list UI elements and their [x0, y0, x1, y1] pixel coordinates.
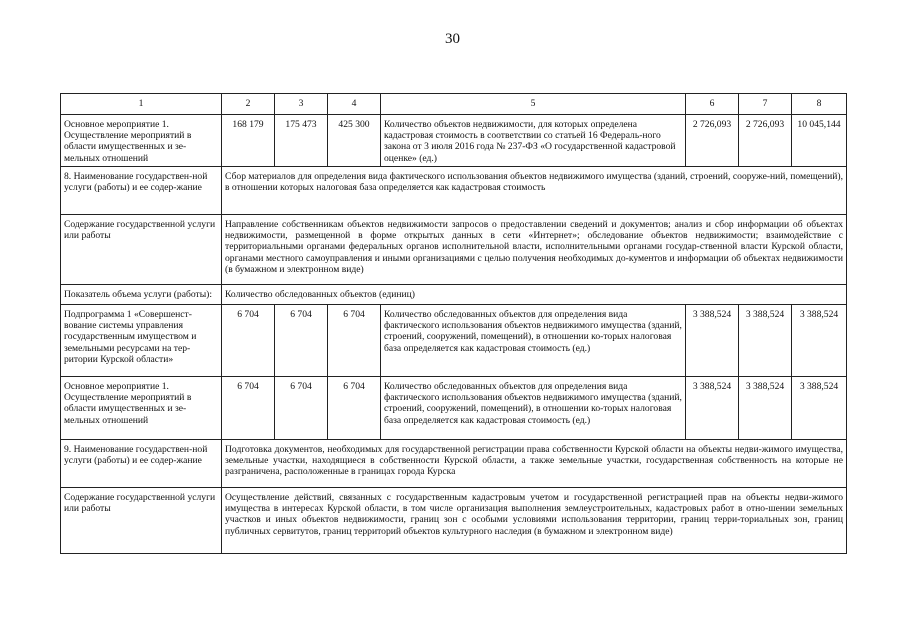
table-row: [61, 215, 847, 285]
program-table: [60, 93, 847, 554]
header-cell-3: 3: [275, 94, 328, 115]
value-cell: 10 045,144: [792, 115, 847, 167]
value-cell: 6 704: [222, 377, 275, 440]
table-row: [61, 377, 847, 440]
value-cell: 6 704: [328, 305, 381, 377]
table-row: [61, 115, 847, 167]
row-label: Показатель объема услуги (работы):: [61, 285, 222, 305]
value-cell: 3 388,524: [686, 377, 739, 440]
row-label: Содержание государственной услуги или работы: [61, 488, 222, 554]
header-cell-5: 5: [381, 94, 686, 115]
value-cell: 168 179: [222, 115, 275, 167]
value-cell: 6 704: [222, 305, 275, 377]
row-label: Содержание государственной услуги или работы: [61, 215, 222, 285]
indicator-cell: Количество обследованных объектов для определения вида фактического использования объектов недвижимого имущества (зданий, строений, сооружений, помещений), в отношении ко-торых налоговая база определяется как кадастровая стоимость (ед.): [381, 305, 686, 377]
section-content: Осуществление действий, связанных с государственным кадастровым учетом и государственной регистрацией прав на объекты недви-жимого имущества в интересах Курской области, в том числе организация выполнения землеустроительных, кадастровых работ в отно-шении земельных участков и иных объектов недвижимости, границ зон с особыми условиями использования территории, границ терри-ториальных зон, границ публичных сервитутов, границ территорий объектов культурного наследия (в бумажном и электронном виде): [222, 488, 847, 554]
value-cell: 425 300: [328, 115, 381, 167]
value-cell: 3 388,524: [739, 377, 792, 440]
table-row: [61, 167, 847, 215]
section-content: Сбор материалов для определения вида фактического использования объектов недвижимого имущества (зданий, строений, сооруже-ний, помещений), в отношении которых налоговая база определяется как кадастровая стоимость: [222, 167, 847, 215]
page-number: 30: [445, 31, 460, 47]
table-row: [61, 285, 847, 305]
row-label: Основное мероприятие 1. Осуществление мероприятий в области имущественных и зе-мельных отношений: [61, 115, 222, 167]
indicator-cell: Количество объектов недвижимости, для которых определена кадастровая стоимость в соответствии со статьей 16 Федераль-ного закона от 3 июля 2016 года № 237-ФЗ «О государственной кадастровой оценке» (ед.): [381, 115, 686, 167]
header-cell-4: 4: [328, 94, 381, 115]
value-cell: 2 726,093: [686, 115, 739, 167]
section-content: Подготовка документов, необходимых для государственной регистрации права собственности Курской области на объекты недви-жимого имущества, земельные участки, находящиеся в собственности Курской области, а также земельные участки, государственная собственность на которые не разграничена, расположенные в границах города Курска: [222, 440, 847, 488]
row-label: 8. Наименование государствен-ной услуги (работы) и ее содер-жание: [61, 167, 222, 215]
table-row: [61, 488, 847, 554]
header-cell-6: 6: [686, 94, 739, 115]
table-row: [61, 440, 847, 488]
header-cell-1: 1: [61, 94, 222, 115]
value-cell: 3 388,524: [792, 377, 847, 440]
header-cell-7: 7: [739, 94, 792, 115]
value-cell: 3 388,524: [792, 305, 847, 377]
value-cell: 3 388,524: [739, 305, 792, 377]
value-cell: 6 704: [275, 305, 328, 377]
indicator-cell: Количество обследованных объектов для определения вида фактического использования объектов недвижимого имущества (зданий, строений, сооружений, помещений), в отношении ко-торых налоговая база определяется как кадастровая стоимость (ед.): [381, 377, 686, 440]
value-cell: 175 473: [275, 115, 328, 167]
section-content: Количество обследованных объектов (единиц): [222, 285, 847, 305]
row-label: 9. Наименование государствен-ной услуги (работы) и ее содер-жание: [61, 440, 222, 488]
header-cell-8: 8: [792, 94, 847, 115]
header-cell-2: 2: [222, 94, 275, 115]
header-row: [61, 94, 847, 115]
value-cell: 3 388,524: [686, 305, 739, 377]
section-content: Направление собственникам объектов недвижимости запросов о предоставлении сведений и документов; анализ и сбор информации об объектах недвижимости, размещенной в форме открытых данных в сети «Интернет»; обследование объектов недвижимости; взаимодействие с территориальными органами федеральных органов исполнительной власти, исполнительными органами государ-ственной власти Курской области, органами местного самоуправления и иными организациями с целью получения необходимых до-кументов и информации об объектах недвижимости (в бумажном и электронном виде): [222, 215, 847, 285]
row-label: Подпрограмма 1 «Совершенст-вование системы управления государственным имуществом и земельными ресурсами на тер-ритории Курской области»: [61, 305, 222, 377]
table-row: [61, 305, 847, 377]
value-cell: 6 704: [275, 377, 328, 440]
row-label: Основное мероприятие 1. Осуществление мероприятий в области имущественных и зе-мельных отношений: [61, 377, 222, 440]
value-cell: 2 726,093: [739, 115, 792, 167]
value-cell: 6 704: [328, 377, 381, 440]
